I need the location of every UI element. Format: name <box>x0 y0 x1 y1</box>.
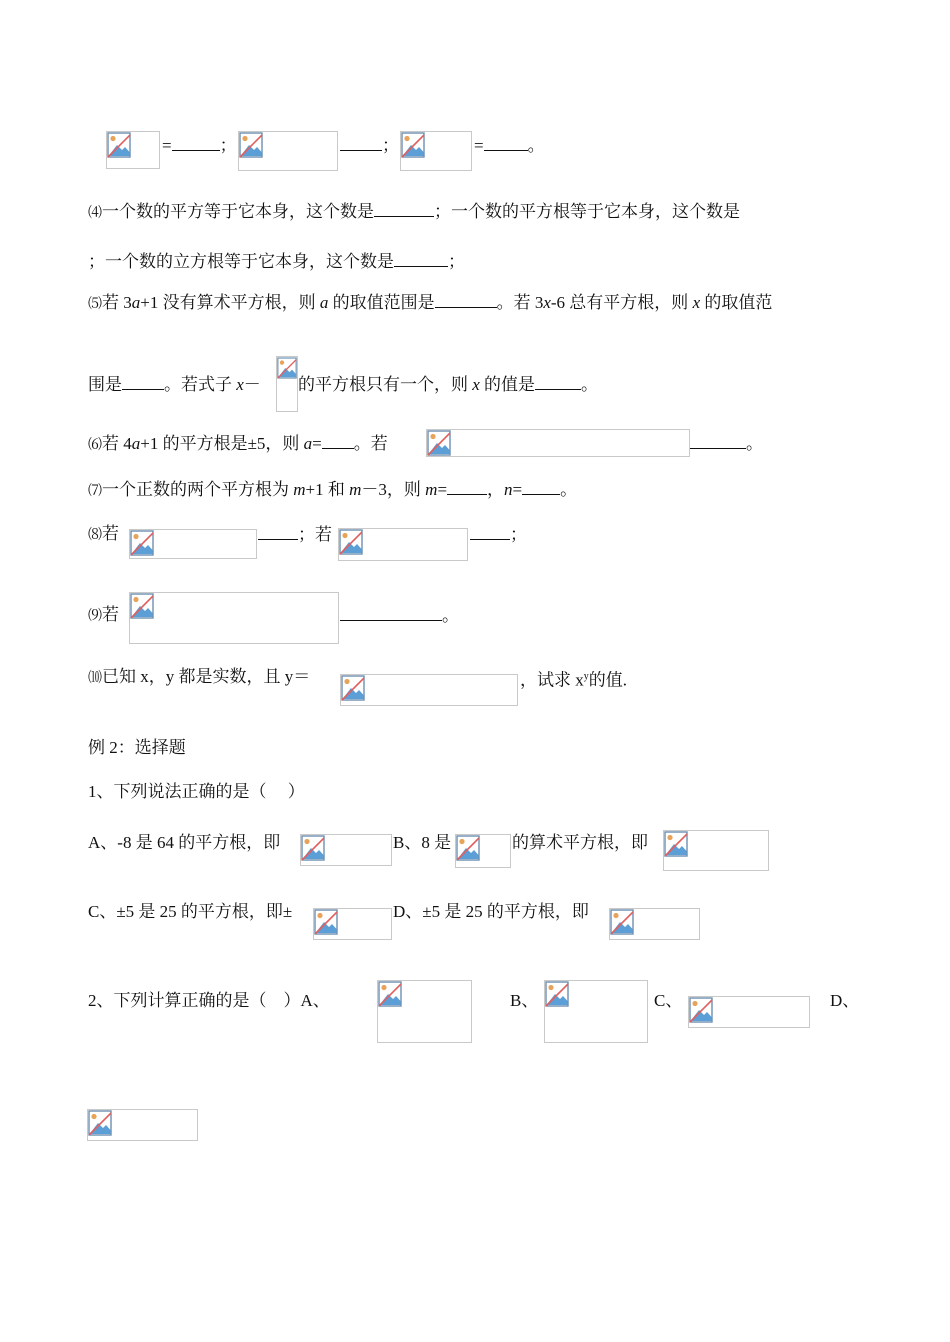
formula-image <box>340 674 518 706</box>
broken-image-icon <box>456 835 480 861</box>
answer-blank <box>394 250 448 267</box>
broken-image-icon <box>664 831 688 857</box>
c1-option-b-1: B、8 是 <box>393 833 452 852</box>
q6-line-b: 。 <box>690 432 763 455</box>
broken-image-icon <box>239 132 263 158</box>
c2-option-c: C、 <box>654 991 683 1010</box>
q10-tail: ，试求 $x^y$的值. <box>520 670 627 690</box>
formula-image <box>426 429 690 457</box>
q10-stem: ⑽已知 x，y 都是实数，且 y＝ <box>88 667 311 686</box>
c1-option-d: D、±5 是 25 的平方根，即 <box>393 902 589 921</box>
formula-image <box>455 834 511 868</box>
section-title: 例 2：选择题 <box>88 738 186 757</box>
broken-image-icon <box>130 530 154 556</box>
broken-image-icon <box>277 357 297 379</box>
q6-line-a: ⑹若 4a+1 的平方根是±5，则 a= 。若 <box>88 434 388 453</box>
answer-blank <box>172 134 220 151</box>
q3-row-b: ； <box>340 134 399 157</box>
q3-row-a: = ； <box>162 136 237 155</box>
broken-image-icon <box>339 529 363 555</box>
formula-image <box>688 996 810 1028</box>
formula-image <box>544 980 648 1043</box>
answer-blank <box>535 373 581 390</box>
answer-blank <box>258 523 298 540</box>
formula-image <box>87 1109 198 1141</box>
c1-option-b-2: 的算术平方根，即 <box>512 833 648 852</box>
formula-image <box>338 528 468 561</box>
formula-image <box>276 356 298 412</box>
formula-image <box>300 834 392 866</box>
answer-blank <box>340 604 442 621</box>
formula-image <box>400 131 472 171</box>
formula-image <box>377 980 472 1043</box>
broken-image-icon <box>341 675 365 701</box>
formula-image <box>663 830 769 871</box>
formula-image <box>609 908 700 940</box>
answer-blank <box>122 373 164 390</box>
answer-blank <box>484 134 528 151</box>
answer-blank <box>322 432 354 449</box>
q8-end: ； <box>470 523 527 546</box>
broken-image-icon <box>401 132 425 158</box>
broken-image-icon <box>314 909 338 935</box>
answer-blank <box>470 523 510 540</box>
broken-image-icon <box>107 132 131 158</box>
c1-option-a: A、-8 是 64 的平方根，即 <box>88 833 281 852</box>
formula-image <box>129 592 339 644</box>
answer-blank <box>340 134 382 151</box>
q3-row-c: = 。 <box>474 136 545 155</box>
q8-mid: ；若 <box>258 523 332 546</box>
answer-blank <box>690 432 746 449</box>
formula-image <box>106 131 160 169</box>
q5-line-2b: 的平方根只有一个，则 x 的值是 。 <box>298 375 599 394</box>
q9-end: 。 <box>340 604 459 627</box>
broken-image-icon <box>378 981 402 1007</box>
broken-image-icon <box>689 997 713 1023</box>
q9-label: ⑼若 <box>88 605 119 624</box>
broken-image-icon <box>301 835 325 861</box>
broken-image-icon <box>610 909 634 935</box>
broken-image-icon <box>88 1110 112 1136</box>
c2-option-b: B、 <box>510 991 539 1010</box>
broken-image-icon <box>545 981 569 1007</box>
broken-image-icon <box>130 593 154 619</box>
answer-blank <box>522 478 560 495</box>
formula-image <box>129 529 257 559</box>
c1-stem: 1、下列说法正确的是（ ） <box>88 782 305 801</box>
q5-line-1: ⑸若 3a+1 没有算术平方根，则 a 的取值范围是 。若 3x-6 总有平方根，则 x 的取值范 <box>88 293 773 312</box>
c1-option-c: C、±5 是 25 的平方根，即± <box>88 902 293 921</box>
q5-line-2a: 围是 。若式子 x－ <box>88 375 261 394</box>
answer-blank <box>447 478 487 495</box>
answer-blank <box>374 200 434 217</box>
broken-image-icon <box>427 430 451 456</box>
c2-option-d: D、 <box>830 991 860 1010</box>
answer-blank <box>435 291 497 308</box>
formula-image <box>238 131 338 171</box>
q7-line: ⑺一个正数的两个平方根为 m+1 和 m－3，则 m= ，n= 。 <box>88 480 578 499</box>
q4-line-1: ⑷一个数的平方等于它本身，这个数是 ；一个数的平方根等于它本身，这个数是 <box>88 202 740 221</box>
c2-stem: 2、下列计算正确的是（ ）A、 <box>88 991 330 1010</box>
q4-line-2: ；一个数的立方根等于它本身，这个数是 ； <box>88 252 465 271</box>
formula-image <box>313 908 392 940</box>
q8-label: ⑻若 <box>88 524 119 543</box>
